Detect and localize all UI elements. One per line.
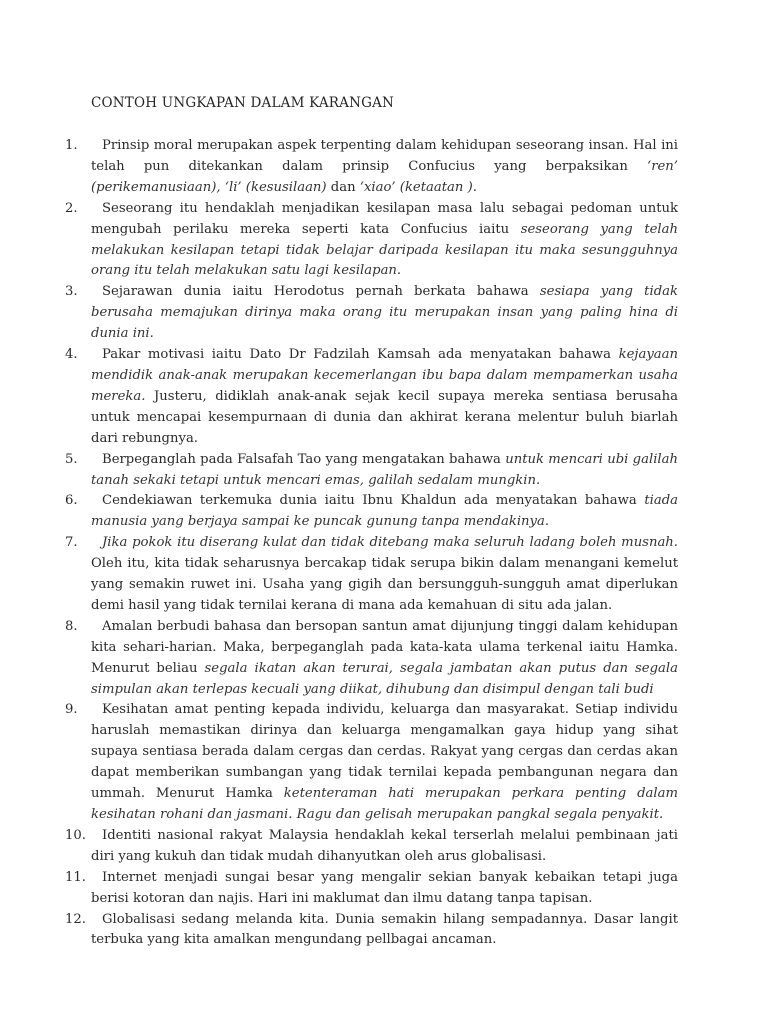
list-item-number: 1. [65, 138, 78, 153]
text-segment: Berpeganglah pada Falsafah Tao yang mengatakan bahawa [102, 451, 506, 467]
quoted-phrase: untuk mencari ubi galilah tanah sekaki tetapi untuk mencari emas, galilah sedalam mungkin. [91, 451, 678, 488]
list-item-number: 2. [65, 200, 78, 216]
list-item [65, 282, 678, 345]
text-segment: Sejarawan dunia iaitu Herodotus pernah berkata bahawa [102, 284, 540, 300]
text-segment: Prinsip moral merupakan aspek terpenting dalam kehidupan seseorang insan. Hal ini telah pun ditekankan dalam prinsip Confucius yang berpaksikan [91, 138, 678, 174]
text-segment: Cendekiawan terkemuka dunia iaitu Ibnu Khaldun ada menyatakan bahawa [102, 493, 645, 509]
document-title: CONTOH UNGKAPAN DALAM KARANGAN [91, 95, 395, 111]
list-item-text [91, 533, 678, 617]
list-item-text [91, 491, 678, 533]
list-item-number: 10. [65, 827, 86, 843]
list-item-number: 5. [65, 451, 78, 467]
list-item-text [91, 868, 678, 910]
list-item-text [91, 617, 678, 701]
quoted-phrase: ‘ren’ (perikemanusiaan), ‘li’ (kesusilaan) [91, 158, 678, 195]
quoted-phrase: sesiapa yang tidak berusaha memajukan dirinya maka orang itu merupakan insan yang paling hina di dunia ini. [91, 284, 678, 342]
list-item-text [91, 282, 678, 345]
quoted-phrase: segala ikatan akan terurai, segala jambatan akan putus dan segala simpulan akan terlepas kecuali yang diikat, dihubung dan disimpul dengan tali budi [91, 660, 678, 697]
expression-list [65, 136, 678, 951]
list-item [65, 136, 678, 199]
list-item [65, 199, 678, 283]
quoted-phrase: ketenteraman hati merupakan perkara penting dalam kesihatan rohani dan jasmani. Ragu dan gelisah merupakan pangkal segala penyakit. [91, 786, 678, 822]
list-item-number: 8. [65, 618, 78, 634]
list-item [65, 910, 678, 952]
text-segment: Internet menjadi sungai besar yang mengalir sekian banyak kebaikan tetapi juga berisi kotoran dan najis. Hari ini maklumat dan ilmu datang tanpa tapisan. [91, 869, 678, 906]
list-item [65, 345, 678, 450]
list-item [65, 617, 678, 701]
list-item-text [91, 700, 678, 825]
list-item-number: 4. [65, 347, 78, 363]
text-segment: Pakar motivasi iaitu Dato Dr Fadzilah Kamsah ada menyatakan bahawa [102, 347, 619, 363]
list-item [65, 868, 678, 910]
text-segment: Identiti nasional rakyat Malaysia hendaklah kekal terserlah melalui pembinaan jati diri yang kukuh dan tidak mudah dihanyutkan oleh arus globalisasi. [91, 827, 678, 864]
list-item [65, 533, 678, 617]
list-item-number: 11. [65, 869, 86, 885]
list-item-text [91, 136, 678, 199]
list-item-number: 7. [65, 535, 78, 551]
list-item [65, 491, 678, 533]
list-item-text [91, 345, 678, 450]
list-item [65, 826, 678, 868]
list-item [65, 450, 678, 492]
list-item-number: 12. [65, 911, 86, 927]
list-item [65, 700, 678, 825]
quoted-phrase: kejayaan mendidik anak-anak merupakan kecemerlangan ibu bapa dalam mempamerkan usaha mereka. [91, 347, 678, 404]
list-item-number: 9. [65, 702, 78, 718]
list-item-text [91, 826, 678, 868]
list-item-number: 6. [65, 493, 78, 509]
text-segment: dan [326, 179, 360, 195]
text-segment: Oleh itu, kita tidak seharusnya bercakap tidak serupa bikin dalam menangani kemelut yang semakin ruwet ini. Usaha yang gigih dan bersungguh-sungguh amat diperlukan demi hasil yang tidak ternilai kerana di mana ada kemahuan di situ ada jalan. [91, 556, 678, 613]
text-segment: Justeru, didiklah anak-anak sejak kecil supaya mereka sentiasa berusaha untuk mencapai kesempurnaan di dunia dan akhirat kerana melentur buluh biarlah dari rebungnya. [91, 388, 678, 446]
text-segment: Kesihatan amat penting kepada individu, keluarga dan masyarakat. Setiap individu haruslah memastikan dirinya dan keluarga mengamalkan gaya hidup yang sihat supaya sentiasa berada dalam cergas dan cerdas. Rakyat yang cergas dan cerdas akan dapat memberikan sumbangan yang tidak ternilai kepada pembangunan negara dan ummah. Menurut Hamka [91, 702, 678, 802]
list-item-number: 3. [65, 284, 78, 300]
quoted-phrase: Jika pokok itu diserang kulat dan tidak ditebang maka seluruh ladang boleh musnah. [102, 535, 678, 551]
list-item-text [91, 450, 678, 492]
text-segment: Globalisasi sedang melanda kita. Dunia semakin hilang sempadannya. Dasar langit terbuka yang kita amalkan mengundang pellbagai ancaman. [91, 911, 678, 948]
quoted-phrase: ‘xiao’ (ketaatan ). [359, 179, 477, 195]
text-segment: Amalan berbudi bahasa dan bersopan santun amat dijunjung tinggi dalam kehidupan kita sehari-harian. Maka, berpeganglah pada kata-kata ulama terkenal iaitu Hamka. Menurut beliau [91, 618, 678, 676]
list-item-text [91, 910, 678, 952]
quoted-phrase: tiada manusia yang berjaya sampai ke puncak gunung tanpa mendakinya. [91, 493, 678, 530]
list-item-text [91, 199, 678, 283]
quoted-phrase: seseorang yang telah melakukan kesilapan tetapi tidak belajar daripada kesilapan itu maka sesungguhnya orang itu telah melakukan satu lagi kesilapan. [91, 221, 678, 279]
text-segment: Seseorang itu hendaklah menjadikan kesilapan masa lalu sebagai pedoman untuk mengubah perilaku mereka seperti kata Confucius iaitu [91, 200, 678, 237]
